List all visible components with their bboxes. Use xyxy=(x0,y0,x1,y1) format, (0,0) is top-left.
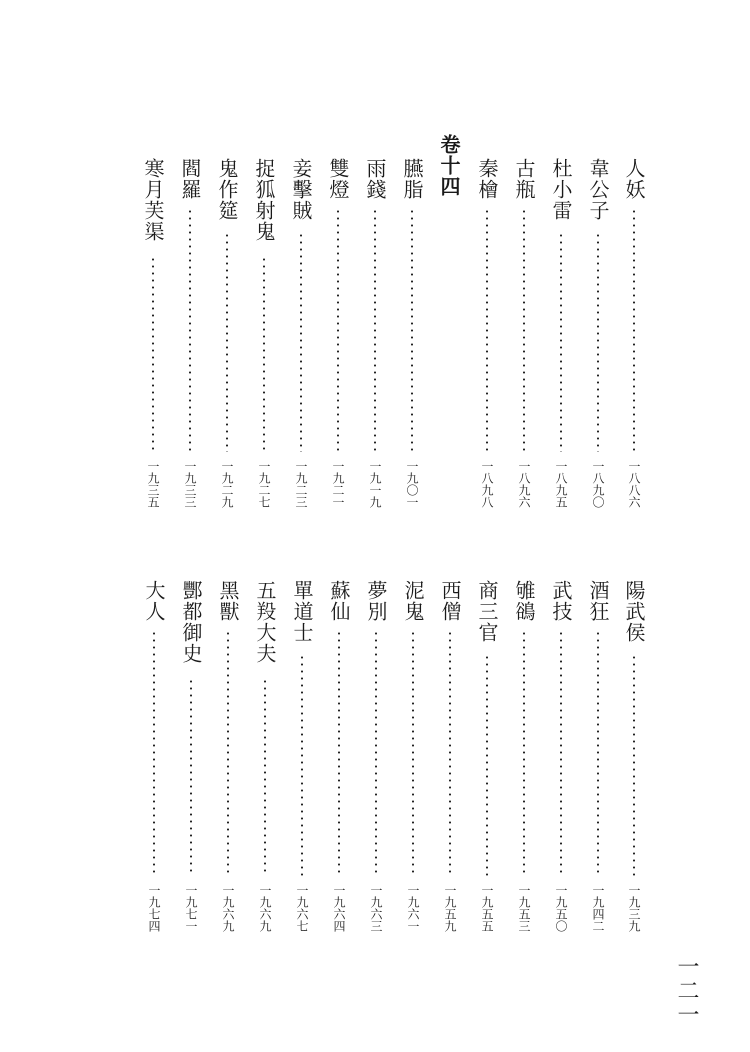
dot-leader xyxy=(633,208,635,452)
entry-title: 雙燈 xyxy=(326,158,350,200)
dot-leader xyxy=(560,232,562,452)
entry-title: 泥鬼 xyxy=(401,580,425,622)
dot-leader xyxy=(338,630,340,876)
page-number: 一二一 xyxy=(674,955,699,1027)
entry-title: 人妖 xyxy=(622,158,646,200)
dot-leader xyxy=(449,630,451,876)
entry-title: 夢別 xyxy=(364,580,388,622)
entry-title: 寒月芙渠 xyxy=(141,158,165,242)
dot-leader xyxy=(597,232,599,452)
dot-leader xyxy=(153,630,155,876)
entry-page: 一九二九 xyxy=(220,460,234,508)
dot-leader xyxy=(300,232,302,452)
entry-page: 一九六四 xyxy=(332,884,346,932)
entry-page: 一九六九 xyxy=(258,884,272,932)
dot-leader xyxy=(597,630,599,876)
entry-page: 一九五〇 xyxy=(554,884,568,932)
dot-leader xyxy=(523,208,525,452)
entry-title: 古瓶 xyxy=(512,158,536,200)
entry-page: 一九〇一 xyxy=(405,460,419,508)
dot-leader xyxy=(337,208,339,452)
toc-entry xyxy=(327,580,351,944)
entry-title: 黑獸 xyxy=(216,580,240,622)
toc-entry xyxy=(216,580,240,944)
toc-entry xyxy=(512,158,536,518)
entry-page: 一九三九 xyxy=(627,884,641,932)
entry-title: 商三官 xyxy=(475,580,499,643)
toc-entry xyxy=(215,158,239,518)
toc-entry xyxy=(586,580,610,944)
entry-page: 一九六一 xyxy=(406,884,420,932)
dot-leader xyxy=(374,208,376,452)
toc-entry xyxy=(622,580,646,944)
dot-leader xyxy=(263,256,265,452)
entry-page: 一九三五 xyxy=(146,460,160,508)
toc-entry xyxy=(141,158,165,518)
chapter-heading: 卷十四 xyxy=(437,134,461,197)
entry-page: 一九六九 xyxy=(221,884,235,932)
toc-entry xyxy=(475,580,499,944)
entry-title: 五羖大夫 xyxy=(253,580,277,664)
entry-page: 一八九〇 xyxy=(591,460,605,508)
entry-title: 大人 xyxy=(142,580,166,622)
entry-page: 一九四二 xyxy=(591,884,605,932)
dot-leader xyxy=(190,678,192,876)
dot-leader xyxy=(301,654,303,876)
toc-entry xyxy=(364,580,388,944)
entry-page: 一八九六 xyxy=(517,460,531,508)
toc-entry xyxy=(475,158,499,518)
toc-entry xyxy=(142,580,166,944)
entry-page: 一九五九 xyxy=(443,884,457,932)
entry-page: 一九五五 xyxy=(480,884,494,932)
entry-page: 一九六七 xyxy=(295,884,309,932)
entry-title: 杜小雷 xyxy=(549,158,573,221)
entry-page: 一八九五 xyxy=(554,460,568,508)
entry-page: 一九七一 xyxy=(184,884,198,932)
entry-page: 一九三三 xyxy=(183,460,197,508)
toc-entry xyxy=(253,580,277,944)
entry-title: 鬼作筵 xyxy=(215,158,239,221)
toc-entry xyxy=(178,158,202,518)
entry-title: 閻羅 xyxy=(178,158,202,200)
dot-leader xyxy=(189,208,191,452)
entry-title: 酆都御史 xyxy=(179,580,203,664)
toc-entry xyxy=(622,158,646,518)
toc-entry xyxy=(290,580,314,944)
dot-leader xyxy=(523,630,525,876)
entry-title: 妾擊賊 xyxy=(289,158,313,221)
entry-page: 一八九八 xyxy=(480,460,494,508)
entry-title: 蘇仙 xyxy=(327,580,351,622)
entry-page: 一八八六 xyxy=(627,460,641,508)
dot-leader xyxy=(152,256,154,452)
dot-leader xyxy=(227,630,229,876)
toc-entry xyxy=(400,158,424,518)
toc-entry xyxy=(252,158,276,518)
entry-title: 韋公子 xyxy=(586,158,610,221)
dot-leader xyxy=(411,208,413,452)
entry-page: 一九六三 xyxy=(369,884,383,932)
dot-leader xyxy=(560,630,562,876)
entry-title: 單道士 xyxy=(290,580,314,643)
entry-title: 酒狂 xyxy=(586,580,610,622)
entry-page: 一九七四 xyxy=(147,884,161,932)
entry-page: 一九二一 xyxy=(331,460,345,508)
dot-leader xyxy=(264,678,266,876)
toc-entry xyxy=(549,158,573,518)
toc-entry xyxy=(438,580,462,944)
toc-entry xyxy=(401,580,425,944)
toc-entry xyxy=(549,580,573,944)
entry-title: 捉狐射鬼 xyxy=(252,158,276,242)
toc-entry xyxy=(586,158,610,518)
entry-page: 一九一九 xyxy=(368,460,382,508)
dot-leader xyxy=(226,232,228,452)
dot-leader xyxy=(375,630,377,876)
entry-title: 武技 xyxy=(549,580,573,622)
entry-page: 一九五三 xyxy=(517,884,531,932)
dot-leader xyxy=(486,208,488,452)
dot-leader xyxy=(633,654,635,876)
entry-title: 雨錢 xyxy=(363,158,387,200)
entry-title: 西僧 xyxy=(438,580,462,622)
entry-title: 秦檜 xyxy=(475,158,499,200)
entry-page: 一九二七 xyxy=(257,460,271,508)
entry-page: 一九二三 xyxy=(294,460,308,508)
entry-title: 雊鵒 xyxy=(512,580,536,622)
toc-entry xyxy=(179,580,203,944)
toc-entry xyxy=(289,158,313,518)
toc-entry xyxy=(512,580,536,944)
entry-title: 陽武侯 xyxy=(622,580,646,643)
toc-entry xyxy=(363,158,387,518)
dot-leader xyxy=(486,654,488,876)
entry-title: 臙脂 xyxy=(400,158,424,200)
dot-leader xyxy=(412,630,414,876)
toc-entry xyxy=(326,158,350,518)
